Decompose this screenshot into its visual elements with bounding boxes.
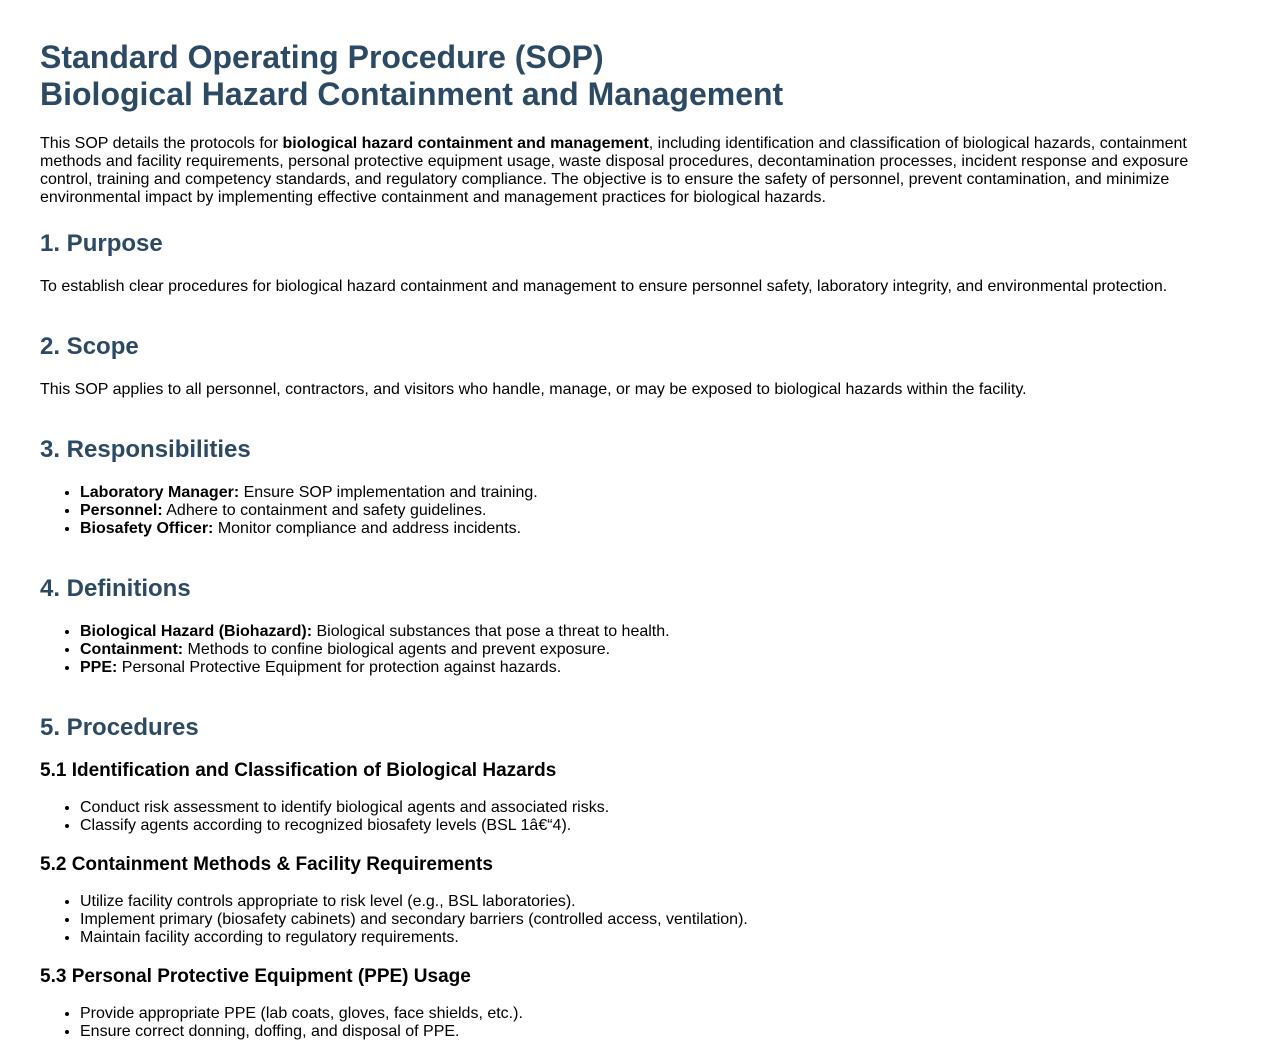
list-item	[80, 520, 1223, 538]
subsection-heading-5-1: 5.1 Identification and Classification of Biological Hazards	[40, 760, 557, 781]
list-item: • Maintain facility according to regulatory requirements.	[80, 929, 1223, 947]
list-item	[80, 502, 1223, 520]
list-item: • Implement primary (biosafety cabinets) and secondary barriers (controlled access, ventilation).	[80, 911, 1223, 929]
item-term: Biosafety Officer:	[80, 520, 214, 537]
section-heading-procedures: 5. Procedures	[40, 714, 199, 741]
list-item: • Utilize facility controls appropriate to risk level (e.g., BSL laboratories).	[80, 893, 1223, 911]
scope-text: This SOP applies to all personnel, contractors, and visitors who handle, manage, or may be exposed to biological hazards within the facility.	[40, 381, 1027, 398]
intro-text-end: , including identification and classification of biological hazards, containment methods and facility requirements, personal protective equipment usage, waste disposal procedures, decontamination processes, incident response and exposure control, training and competency standards, and regulatory compliance. The objective is to ensure the safety of personnel, prevent contamination, and minimize environmental impact by implementing effective containment and management practices for biological hazards.	[40, 135, 1189, 206]
procedures-5-2-list	[40, 893, 1223, 947]
list-item: • Classify agents according to recognized biosafety levels (BSL 1â€“4).	[80, 817, 1223, 835]
item-term: Personnel:	[80, 502, 163, 519]
list-item: • Ensure correct donning, doffing, and disposal of PPE.	[80, 1023, 1223, 1041]
list-item	[80, 641, 1223, 659]
item-desc: Personal Protective Equipment for protection against hazards.	[117, 659, 562, 676]
item-desc: Methods to confine biological agents and prevent exposure.	[183, 641, 611, 658]
item-desc: Biological substances that pose a threat to health.	[312, 623, 670, 640]
item-term: PPE:	[80, 659, 118, 676]
intro-paragraph	[40, 135, 1200, 207]
responsibilities-list	[40, 484, 1223, 538]
item-term: Containment:	[80, 641, 184, 658]
subsection-heading-5-2: 5.2 Containment Methods & Facility Requirements	[40, 854, 493, 875]
list-item: • Conduct risk assessment to identify biological agents and associated risks.	[80, 799, 1223, 817]
item-desc: Monitor compliance and address incidents.	[213, 520, 522, 537]
procedures-5-3-list	[40, 1005, 1223, 1041]
section-heading-scope: 2. Scope	[40, 333, 139, 360]
purpose-text: To establish clear procedures for biological hazard containment and management to ensure personnel safety, laboratory integrity, and environmental protection.	[40, 278, 1168, 295]
intro-bold-phrase: biological hazard containment and management	[282, 135, 649, 152]
item-desc: Adhere to containment and safety guidelines.	[162, 502, 487, 519]
item-term: Laboratory Manager:	[80, 484, 240, 501]
definitions-list	[40, 623, 1223, 677]
subsection-heading-5-3: 5.3 Personal Protective Equipment (PPE) Usage	[40, 966, 471, 987]
list-item: • Provide appropriate PPE (lab coats, gloves, face shields, etc.).	[80, 1005, 1223, 1023]
title-line-2: Biological Hazard Containment and Management	[40, 76, 784, 112]
section-heading-purpose: 1. Purpose	[40, 230, 163, 257]
section-heading-definitions: 4. Definitions	[40, 575, 191, 602]
intro-text-start: This SOP details the protocols for	[40, 135, 283, 152]
item-term: Biological Hazard (Biohazard):	[80, 623, 313, 640]
list-item	[80, 659, 1223, 677]
section-heading-responsibilities: 3. Responsibilities	[40, 436, 251, 463]
document-title	[40, 0, 1223, 113]
procedures-5-1-list	[40, 799, 1223, 835]
list-item	[80, 623, 1223, 641]
list-item	[80, 484, 1223, 502]
title-line-1: Standard Operating Procedure (SOP)	[40, 39, 604, 75]
item-desc: Ensure SOP implementation and training.	[239, 484, 538, 501]
